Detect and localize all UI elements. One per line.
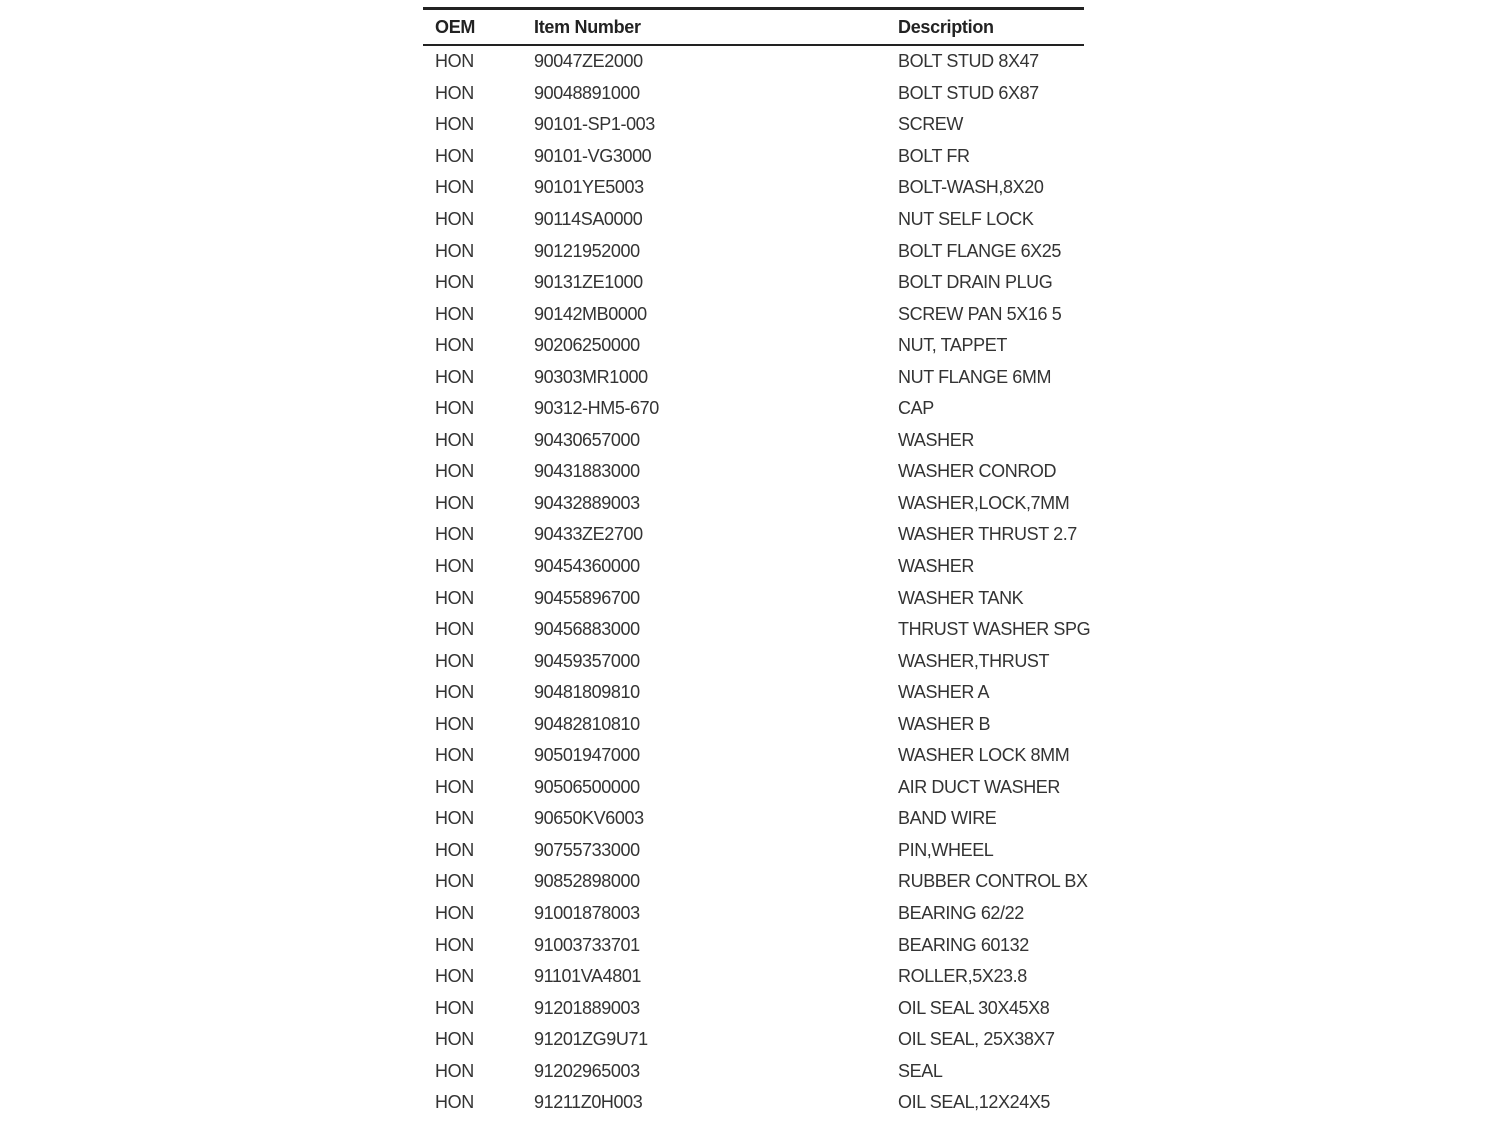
table-row [423, 298, 1084, 330]
table-row [423, 645, 1084, 677]
cell-item-number: 90459357000 [534, 650, 640, 671]
table-row [423, 267, 1084, 299]
table-row [423, 425, 1084, 457]
cell-description: BOLT FR [898, 145, 970, 166]
cell-oem: HON [435, 745, 474, 766]
table-row [423, 393, 1084, 425]
cell-description: CAP [898, 398, 934, 419]
cell-oem: HON [435, 713, 474, 734]
cell-item-number: 90114SA0000 [534, 209, 643, 229]
cell-description: BAND WIRE [898, 808, 997, 829]
cell-description: WASHER THRUST 2.7 [898, 524, 1077, 545]
table-row [423, 740, 1084, 772]
table-row [423, 519, 1084, 551]
cell-item-number: 90501947000 [534, 745, 640, 766]
cell-description: WASHER CONROD [898, 461, 1057, 482]
cell-oem: HON [435, 682, 474, 703]
cell-oem: HON [435, 114, 474, 135]
cell-oem: HON [435, 1029, 474, 1050]
cell-item-number: 90101-VG3000 [534, 145, 652, 166]
cell-oem: HON [435, 82, 474, 103]
cell-item-number: 90303MR1000 [534, 366, 648, 387]
cell-item-number: 90454360000 [534, 556, 640, 577]
cell-item-number: 91201889003 [534, 997, 640, 1018]
cell-item-number: 90206250000 [534, 335, 640, 356]
cell-item-number: 90431883000 [534, 461, 640, 482]
cell-item-number: 91003733701 [534, 934, 640, 955]
cell-description: WASHER,LOCK,7MM [898, 492, 1070, 513]
cell-oem: HON [435, 429, 474, 450]
table-row [423, 456, 1084, 488]
table-row [423, 772, 1084, 804]
cell-description: BOLT STUD 6X87 [898, 82, 1039, 103]
table-row [423, 1024, 1084, 1056]
cell-description: SEAL [898, 1060, 943, 1081]
cell-item-number: 90048891000 [534, 82, 640, 103]
cell-description: PIN,WHEEL [898, 839, 994, 860]
cell-oem: HON [435, 839, 474, 860]
cell-oem: HON [435, 871, 474, 892]
table-row [423, 551, 1084, 583]
cell-item-number: 90482810810 [534, 713, 640, 734]
cell-description: AIR DUCT WASHER [898, 776, 1061, 797]
table-row [423, 614, 1084, 646]
cell-item-number: 91101VA4801 [534, 966, 642, 987]
table-row [423, 803, 1084, 835]
table-row [423, 361, 1084, 393]
cell-oem: HON [435, 51, 474, 72]
table-row [423, 708, 1084, 740]
header-oem: OEM [435, 16, 476, 37]
cell-description: NUT FLANGE 6MM [898, 366, 1052, 387]
cell-item-number: 90852898000 [534, 871, 640, 892]
cell-oem: HON [435, 461, 474, 482]
cell-description: WASHER A [898, 682, 990, 703]
table-row [423, 835, 1084, 867]
cell-description: BOLT DRAIN PLUG [898, 272, 1053, 293]
cell-oem: HON [435, 650, 474, 671]
cell-item-number: 90433ZE2700 [534, 524, 643, 545]
table-row [423, 488, 1084, 520]
header-item-number: Item Number [534, 16, 641, 37]
cell-item-number: 91001878003 [534, 903, 640, 924]
table-header [423, 9, 1084, 46]
header-row [423, 9, 1084, 46]
cell-oem: HON [435, 303, 474, 324]
table-row [423, 866, 1084, 898]
cell-item-number: 90755733000 [534, 839, 640, 860]
cell-description: THRUST WASHER SPG [898, 619, 1091, 640]
cell-oem: HON [435, 619, 474, 640]
table-row [423, 172, 1084, 204]
cell-item-number: 91211Z0H003 [534, 1092, 643, 1113]
cell-description: SCREW PAN 5X16 5 [898, 303, 1062, 324]
cell-oem: HON [435, 1092, 474, 1113]
cell-item-number: 90121952000 [534, 240, 640, 261]
cell-description: OIL SEAL 30X45X8 [898, 997, 1050, 1018]
table-row [423, 330, 1084, 362]
cell-item-number: 91201ZG9U71 [534, 1029, 648, 1050]
cell-oem: HON [435, 240, 474, 261]
cell-description: BOLT STUD 8X47 [898, 51, 1039, 72]
cell-description: WASHER [898, 429, 974, 450]
cell-description: WASHER TANK [898, 587, 1024, 608]
cell-item-number: 91202965003 [534, 1060, 640, 1081]
cell-description: BEARING 62/22 [898, 903, 1024, 924]
table-row [423, 898, 1084, 930]
cell-item-number: 90456883000 [534, 619, 640, 640]
cell-oem: HON [435, 587, 474, 608]
cell-item-number: 90101YE5003 [534, 177, 644, 198]
cell-description: NUT SELF LOCK [898, 209, 1034, 229]
cell-item-number: 90101-SP1-003 [534, 114, 655, 135]
cell-oem: HON [435, 1060, 474, 1081]
table-row [423, 961, 1084, 993]
cell-description: WASHER [898, 556, 974, 577]
cell-description: ROLLER,5X23.8 [898, 966, 1027, 987]
table-row [423, 1056, 1084, 1088]
cell-oem: HON [435, 776, 474, 797]
cell-item-number: 90430657000 [534, 429, 640, 450]
cell-oem: HON [435, 556, 474, 577]
cell-oem: HON [435, 524, 474, 545]
cell-oem: HON [435, 145, 474, 166]
table-row [423, 78, 1084, 110]
table-row [423, 582, 1084, 614]
cell-oem: HON [435, 209, 474, 229]
table-row [423, 45, 1084, 78]
cell-oem: HON [435, 177, 474, 198]
cell-description: BOLT FLANGE 6X25 [898, 240, 1062, 261]
cell-description: RUBBER CONTROL BX [898, 871, 1088, 892]
table-row [423, 141, 1084, 173]
cell-description: NUT, TAPPET [898, 335, 1007, 356]
cell-oem: HON [435, 997, 474, 1018]
table-row [423, 929, 1084, 961]
cell-item-number: 90432889003 [534, 492, 640, 513]
cell-item-number: 90506500000 [534, 776, 640, 797]
cell-item-number: 90312-HM5-670 [534, 398, 659, 419]
cell-item-number: 90481809810 [534, 682, 640, 703]
cell-oem: HON [435, 366, 474, 387]
parts-table [423, 7, 1091, 1119]
table-row [423, 677, 1084, 709]
cell-description: WASHER LOCK 8MM [898, 745, 1070, 766]
table-row [423, 1087, 1084, 1119]
cell-oem: HON [435, 966, 474, 987]
cell-description: BOLT-WASH,8X20 [898, 177, 1044, 198]
table-row [423, 109, 1084, 141]
cell-description: OIL SEAL,12X24X5 [898, 1092, 1051, 1113]
table-body [423, 45, 1091, 1119]
cell-oem: HON [435, 272, 474, 293]
table-row [423, 204, 1084, 236]
cell-oem: HON [435, 492, 474, 513]
cell-item-number: 90455896700 [534, 587, 640, 608]
cell-oem: HON [435, 903, 474, 924]
cell-oem: HON [435, 808, 474, 829]
cell-oem: HON [435, 934, 474, 955]
parts-sheet [423, 7, 1091, 1119]
cell-oem: HON [435, 398, 474, 419]
cell-description: OIL SEAL, 25X38X7 [898, 1029, 1055, 1050]
table-row [423, 235, 1084, 267]
cell-description: WASHER B [898, 713, 991, 734]
cell-description: BEARING 60132 [898, 934, 1029, 955]
cell-item-number: 90650KV6003 [534, 808, 644, 829]
cell-description: WASHER,THRUST [898, 650, 1050, 671]
table-row [423, 992, 1084, 1024]
cell-oem: HON [435, 335, 474, 356]
header-description: Description [898, 16, 994, 37]
cell-item-number: 90047ZE2000 [534, 51, 643, 72]
cell-description: SCREW [898, 114, 963, 135]
cell-item-number: 90131ZE1000 [534, 272, 643, 293]
cell-item-number: 90142MB0000 [534, 303, 647, 324]
